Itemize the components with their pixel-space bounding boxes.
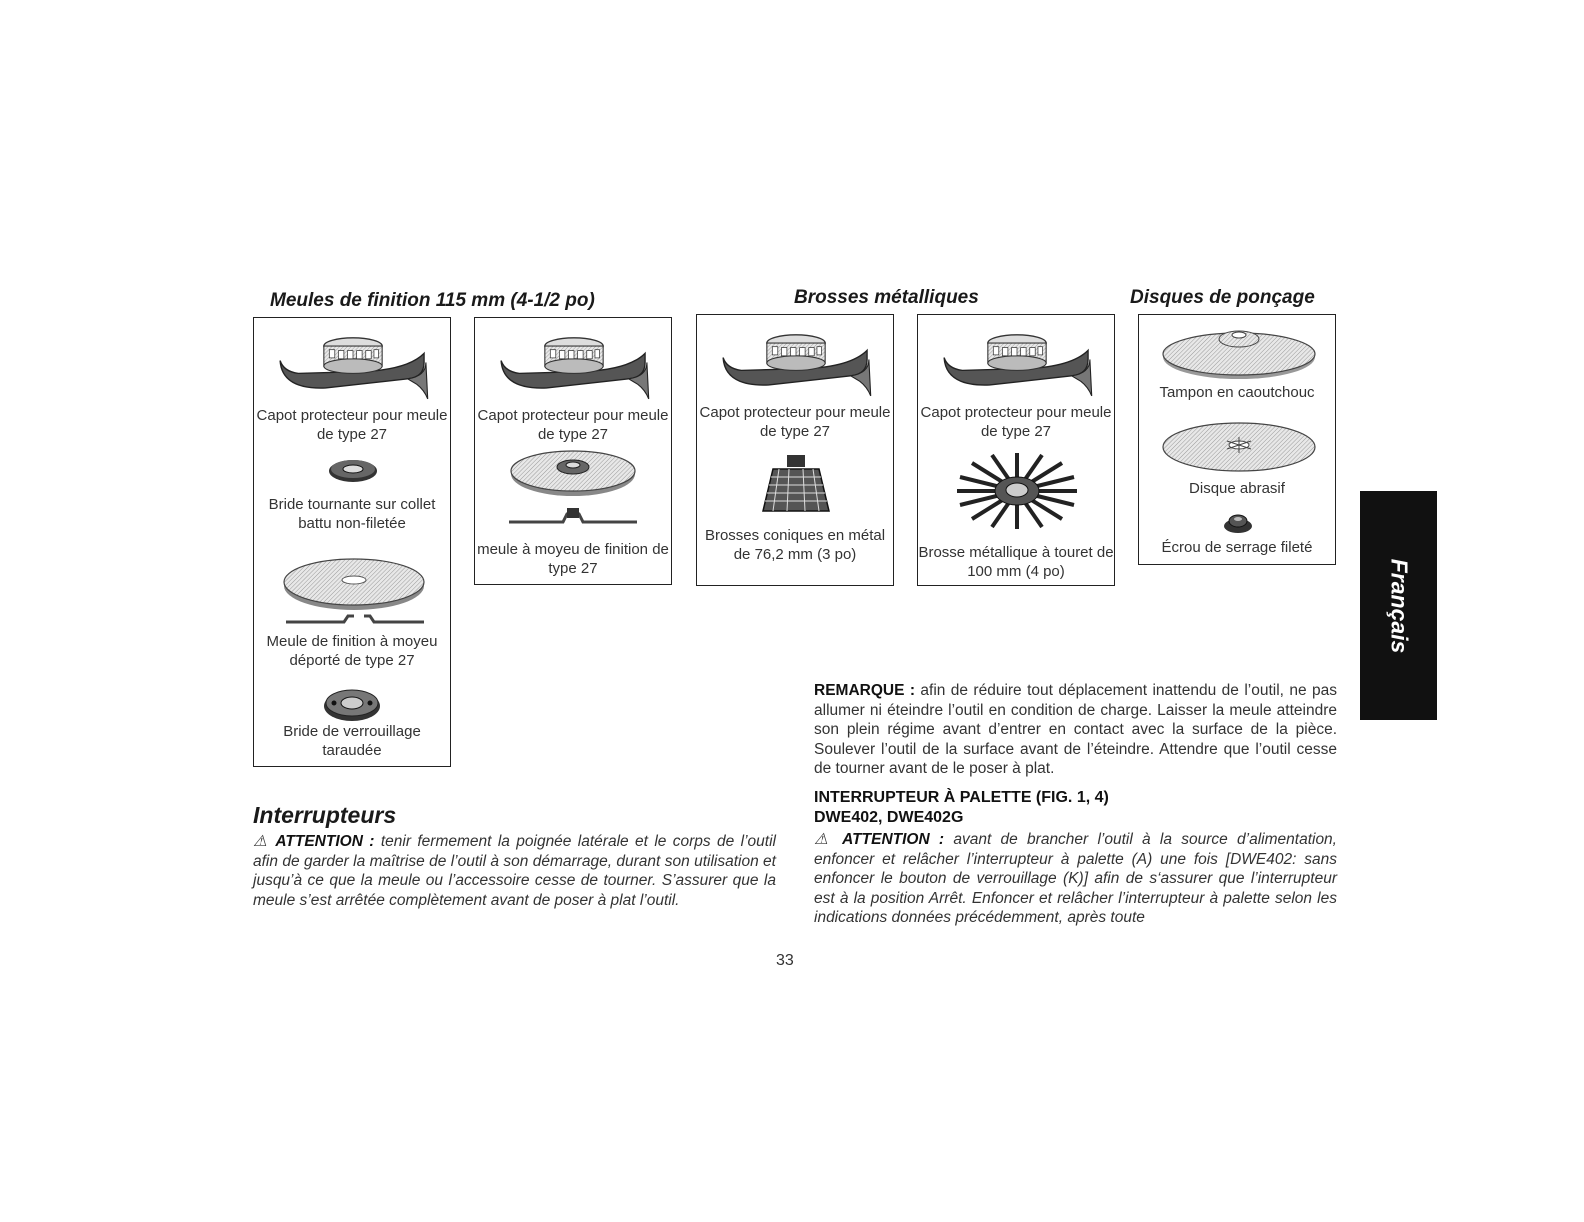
warning-icon: ⚠ [814,831,833,848]
attention-text: tenir fermement la poignée latérale et le corps de l’outil afin de garder la maîtrise de l’outil à son démarrage, durant son utilisation et jusqu’à ce que la meule ou l’accessoire cesse de tourner. S’assurer que la meule s’est arrêtée complètement avant de poser à plat l’outil. [253,833,776,909]
caption-hub-wheel: meule à moyeu de finition de type 27 [477,541,669,577]
interrupteurs-attention [253,832,776,910]
caption-guard: Capot protecteur pour meule de type 27 [256,407,448,443]
accessory-box-4 [917,314,1115,586]
caption-wire-wheel: Brosse métallique à touret de 100 mm (4 po) [918,544,1114,580]
paddle-switch-heading-line2: DWE402, DWE402G [814,809,964,826]
interrupteurs-title: Interrupteurs [253,802,397,828]
remarque-paragraph [814,681,1337,779]
language-tab-label: Français [1386,558,1412,653]
wheel-illustration [274,554,434,630]
nut-illustration [1221,511,1255,535]
attention-text: avant de brancher l’outil à la source d’alimentation, enfoncer et relâcher l’interrupteur à palette (A) une fois [DWE402: sans enfoncer le bouton de verrouillage (K)] afin de s‘assurer que l’interrupteur est à la position Arrêt. Enfoncer et relâcher l’interrupteur à palette selon les indications données précédemment, après toute [814,831,1337,927]
remarque-label: REMARQUE : [814,682,915,699]
caption-guard: Capot protecteur pour meule de type 27 [920,404,1112,440]
paddle-switch-heading-line1: INTERRUPTEUR À PALETTE (FIG. 1, 4) [814,789,1109,806]
flange-illustration [326,456,380,486]
caption-cup-brush: Brosses coniques en métal de 76,2 mm (3 po) [704,527,886,563]
accessory-box-2 [474,317,672,585]
guard-illustration [932,323,1102,405]
caption-wheel: Meule de finition à moyeu déporté de type 27 [266,633,438,669]
caption-rubber-pad: Tampon en caoutchouc [1159,384,1315,401]
hub-wheel-illustration [503,450,643,530]
rubber-pad-illustration [1159,323,1319,383]
abrasive-disc-illustration [1159,415,1319,479]
caption-flange: Bride tournante sur collet battu non-filetée [268,496,436,532]
caption-nut: Écrou de serrage fileté [1161,539,1313,556]
cup-brush-illustration [759,453,833,515]
accessory-box-3 [696,314,894,586]
remarque-text: afin de réduire tout déplacement inattendu de l’outil, ne pas allumer ni éteindre l’outil en condition de charge. Laisser la meule atteindre son plein régime avant d’entrer en contact avec la surface de la pièce. Soulever l’outil de la surface avant de l’éteindre. Attendre que l’outil cesse de tourner avant de le poser à plat. [814,682,1337,778]
guard-illustration [268,326,438,408]
guard-illustration [489,326,659,408]
guard-illustration [711,323,881,405]
wire-wheel-illustration [952,451,1082,531]
accessory-box-5 [1138,314,1336,565]
accessory-box-1 [253,317,451,767]
section-title-meules: Meules de finition 115 mm (4-1/2 po) [270,290,595,311]
attention-label: ATTENTION : [842,831,945,848]
section-title-brosses: Brosses métalliques [794,287,979,308]
section-title-disques: Disques de ponçage [1130,287,1315,308]
attention-label: ATTENTION : [275,833,375,850]
caption-guard: Capot protecteur pour meule de type 27 [477,407,669,443]
caption-guard: Capot protecteur pour meule de type 27 [699,404,891,440]
locknut-illustration [320,684,384,724]
page-number: 33 [776,952,794,969]
paddle-switch-heading [814,788,1109,828]
warning-icon: ⚠ [253,833,269,850]
caption-abrasive-disc: Disque abrasif [1189,480,1285,497]
language-tab [1360,491,1437,720]
caption-locknut: Bride de verrouillage taraudée [283,723,421,759]
paddle-switch-attention [814,830,1337,928]
